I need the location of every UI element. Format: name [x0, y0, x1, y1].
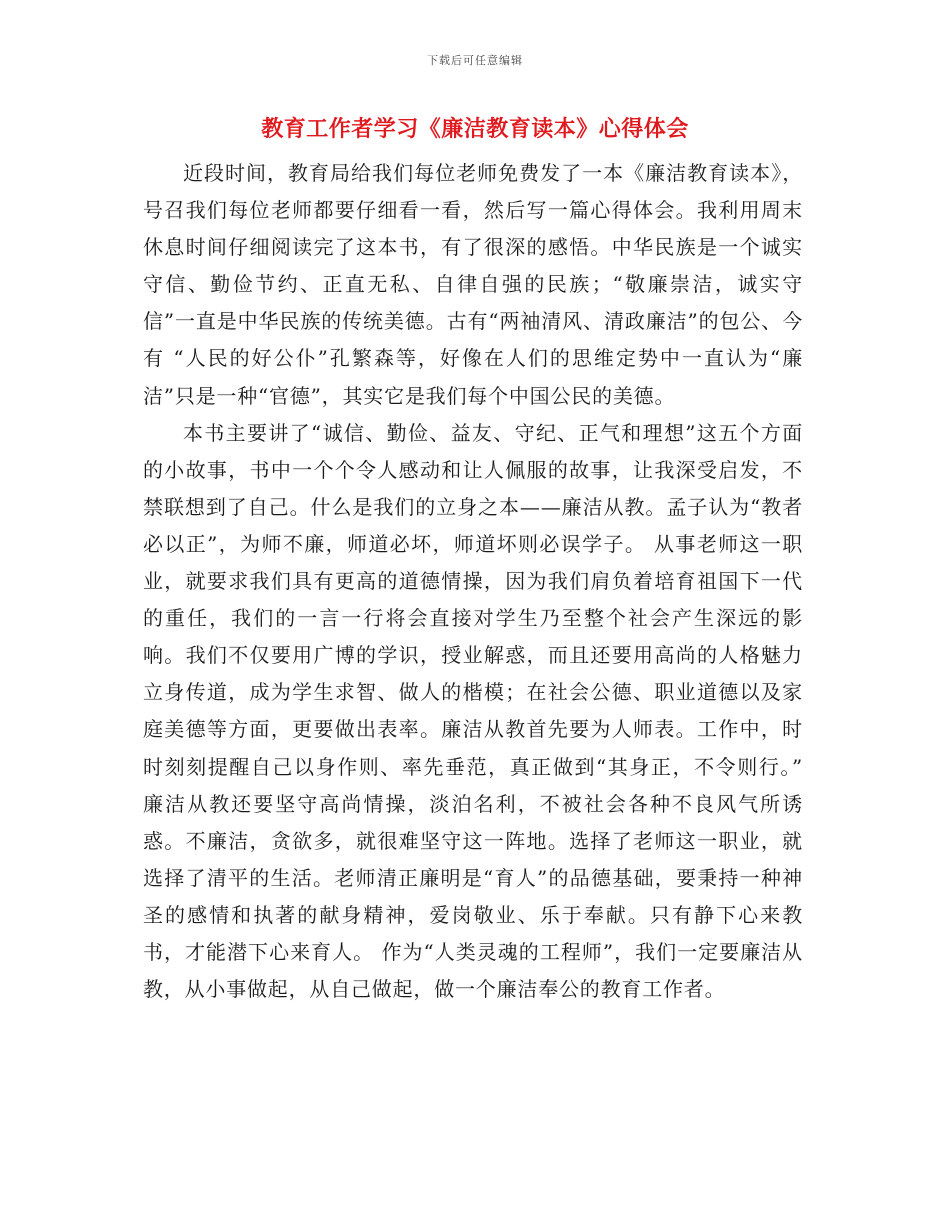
page-header-note: 下载后可任意编辑 [427, 54, 523, 67]
document-title: 教育工作者学习《廉洁教育读本》心得体会 [261, 117, 689, 142]
paragraph-2: 本书主要讲了“诚信、勤俭、益友、守纪、正气和理想”这五个方面的小故事，书中一个个令人感动和让人佩服的故事，让我深受启发，不禁联想到了自己。什么是我们的立身之本——廉洁从教。孟子认为“教者必以正”，为师不廉，师道必坏，师道坏则必误学子。 从事老师这一职业，就要求我们具有更高的道德情操，因为我们肩负着培育祖国下一代的重任，我们的一言一行将会直接对学生乃至整个社会产生深远的影响。我们不仅要用广博的学识，授业解惑，而且还要用高尚的人格魅力立身传道，成为学生求智、做人的楷模；在社会公德、职业道德以及家庭美德等方面，更要做出表率。廉洁从教首先要为人师表。工作中，时时刻刻提醒自己以身作则、率先垂范，真正做到“其身正，不令则行。” 廉洁从教还要坚守高尚情操，淡泊名利，不被社会各种不良风气所诱惑。不廉洁，贪欲多，就很难坚守这一阵地。选择了老师这一职业，就选择了清平的生活。老师清正廉明是“育人”的品德基础，要秉持一种神圣的感情和执著的献身精神，爱岗敬业、乐于奉献。只有静下心来教书，才能潜下心来育人。 作为“人类灵魂的工程师”，我们一定要廉洁从教，从小事做起，从自己做起，做一个廉洁奉公的教育工作者。 [143, 420, 803, 1002]
paragraph-1: 近段时间，教育局给我们每位老师免费发了一本《廉洁教育读本》，号召我们每位老师都要仔细看一看，然后写一篇心得体会。我利用周末休息时间仔细阅读完了这本书，有了很深的感悟。中华民族是一个诚实守信、勤俭节约、正直无私、自律自强的民族；“敬廉崇洁，诚实守信”一直是中华民族的传统美德。古有“两袖清风、清政廉洁”的包公、今有 “人民的好公仆”孔繁森等，好像在人们的思维定势中一直认为“廉洁”只是一种“官德”，其实它是我们每个中国公民的美德。 [143, 161, 803, 408]
document-body [143, 155, 803, 1008]
